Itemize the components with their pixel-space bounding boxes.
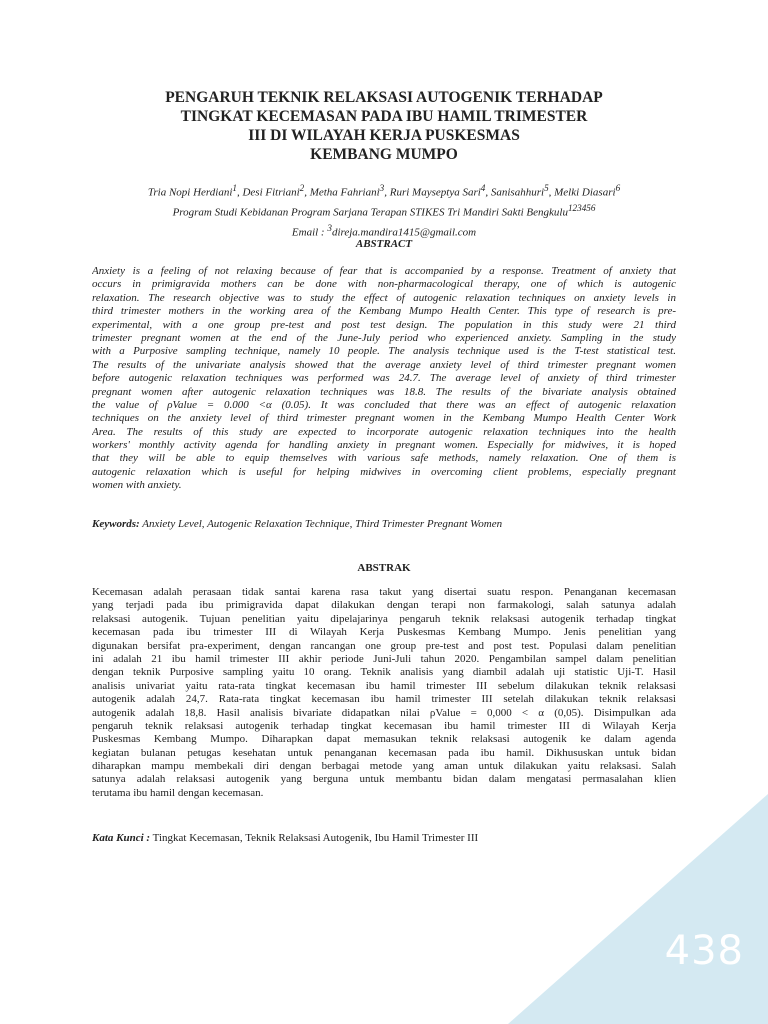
abstract-line: with a Purposive sampling technique, namely 10 people. The analysis technique used is the T-test statistical test.	[92, 345, 676, 358]
abstrak-heading: ABSTRAK	[357, 562, 411, 574]
author-sup: 4	[480, 183, 486, 193]
email-address[interactable]: direja.mandira1415@gmail.com	[331, 226, 477, 239]
affiliation-sup: 123456	[567, 203, 596, 214]
author-name: Desi Fitriani	[242, 186, 300, 199]
author-name: Metha Fahriani	[309, 186, 380, 199]
title-line: TINGKAT KECEMASAN PADA IBU HAMIL TRIMESTER	[180, 108, 588, 125]
abstract-line: trimester pregnant women at the end of the June-July period who experienced anxiety. Sampling in the study	[92, 331, 676, 344]
author-name: Melki Diasari	[554, 186, 616, 199]
abstrak-line: ini adalah 21 ibu hamil trimester III akhir periode Juni-Juli tahun 2020. Pengambilan sampel dalam penelitian	[92, 652, 676, 665]
email-sup: 3	[327, 223, 332, 234]
abstrak-line: Kecemasan adalah perasaan tidak santai karena rasa takut yang disertai suatu respon. Penanganan kecemasan	[92, 586, 676, 598]
abstrak-line: pengaruh teknik relaksasi autogenik terhadap tingkat kecemasan ibu hamil trimester III di Wilayah Kerja	[92, 719, 676, 732]
keywords-text: Anxiety Level, Autogenic Relaxation Technique, Third Trimester Pregnant Women	[139, 518, 503, 530]
abstract-line: the value of ρValue = 0.000 <α (0.05). It was concluded that there was an effect of autogenic relaxation	[92, 398, 676, 411]
abstract-line: third trimester mothers in the working area of the Kembang Mumpo Health Center. This type of research is pre-	[92, 305, 676, 318]
abstract-line: Area. The results of this study are expected to incorporate autogenic relaxation techniques into the health	[92, 425, 676, 438]
author-name: Tria Nopi Herdiani	[147, 186, 233, 199]
abstract-line: before autogenic relaxation techniques was performed was 24.7. The average level of anxiety of third trimester	[92, 372, 676, 385]
author-name: Sanisahhuri	[490, 186, 545, 199]
author-sup: 5	[544, 183, 549, 193]
abstrak-line: Puskesmas Kembang Mumpo. Diharapkan dapat memasukan teknik relaksasi autogenik ke dalam agenda	[92, 733, 676, 746]
author-sup: 1	[232, 183, 237, 193]
keywords-line	[92, 518, 502, 530]
corner-decoration	[508, 794, 768, 1024]
abstrak-line: dengan teknik Purposive sampling yaitu 10 orang. Teknik analisis yang diambil adalah uji statistic Uji-T. Hasil	[92, 666, 676, 679]
kata-kunci-label: Kata Kunci :	[92, 832, 151, 844]
abstrak-line: autogenik adalah 24,7. Rata-rata tingkat kecemasan ibu hamil trimester III setelah dilakukan teknik relaksasi	[92, 693, 676, 706]
title-line: KEMBANG MUMPO	[310, 146, 458, 163]
abstract-english	[92, 265, 676, 493]
abstract-line: workers' monthly activity agenda for handling anxiety in pregnant women. Especially for midwives, it is hoped	[92, 439, 676, 452]
abstrak-line: analisis univariat yaitu rata-rata tingkat kecemasan ibu hamil trimester III sebelum dilakukan teknik relaksasi	[92, 679, 676, 692]
author-sup: 3	[379, 183, 385, 193]
email-label: Email :	[291, 226, 328, 239]
abstrak-line: terutama ibu hamil dengan kecemasan.	[92, 786, 264, 799]
kata-kunci-line	[92, 832, 478, 844]
abstrak-line: kecemasan pada ibu trimester III di Wilayah Kerja Puskesmas Kembang Mumpo. Jenis penelitian yang	[92, 626, 676, 639]
affiliation-line	[60, 201, 708, 221]
abstract-line: that they will be able to equip themselves with various safe methods, namely relaxation. One of them is	[92, 452, 676, 465]
kata-kunci-text: Tingkat Kecemasan, Teknik Relaksasi Autogenik, Ibu Hamil Trimester III	[150, 832, 479, 844]
title-line: III DI WILAYAH KERJA PUSKESMAS	[248, 127, 520, 144]
abstrak-line: digunakan bersifat pra-experiment, dengan rancangan one group pre-test and post test. Populasi dalam penelitian	[92, 639, 676, 652]
abstrak-line: diharapkan mampu membekali diri dengan berbagai metode yang aman untuk dilakukan yaitu relaksasi. Salah	[92, 760, 676, 773]
abstract-line: relaxation. The research objective was to study the effect of autogenic relaxation techniques on anxiety levels in	[92, 291, 676, 304]
author-sup: 6	[615, 183, 621, 193]
abstract-line: autogenic relaxation which is useful for helping midwives in overcoming client problems, especially pregnant	[92, 465, 676, 478]
abstract-line: techniques on the anxiety level of third trimester pregnant women in the Kembang Mumpo Health Center Work	[92, 412, 676, 425]
abstrak-line: autogenik adalah 18,8. Hasil analisis bivariate didapatkan nilai ρValue = 0,000 < α (0,05). Disimpulkan ada	[92, 706, 676, 719]
author-sup: 2	[299, 183, 305, 193]
abstrak-line: relaksasi autogenik. Tujuan penelitian yaitu dipelajarinya pengaruh teknik relaksasi autogenik terhadap tingkat	[92, 612, 676, 625]
abstrak-line: satunya adalah relaksasi autogenik yang berguna untuk membantu bidan dalam mengatasi permasalahan klien	[92, 773, 676, 786]
author-name: Ruri Mayseptya Sari	[389, 186, 481, 199]
abstract-line: Anxiety is a feeling of not relaxing because of fear that is accompanied by a response. Treatment of anxiety that	[92, 265, 676, 277]
keywords-label: Keywords:	[92, 518, 140, 530]
page-number: 438	[664, 928, 744, 974]
paper-title	[80, 88, 688, 164]
abstract-line: experimental, with a one group pre-test and post test design. The population in this study were 21 third	[92, 318, 676, 331]
abstract-line: women with anxiety.	[92, 479, 182, 492]
author-block	[60, 181, 708, 241]
abstract-line: The results of the univariate analysis showed that the average anxiety level of third trimester pregnant women	[92, 358, 676, 371]
abstract-heading: ABSTRACT	[355, 238, 413, 250]
abstract-line: occurs in primigravida mothers can be done with non-pharmacological therapy, one of which is autogenic	[92, 278, 676, 291]
affiliation: Program Studi Kebidanan Program Sarjana Terapan STIKES Tri Mandiri Sakti Bengkulu	[172, 206, 568, 219]
abstract-line: pregnant women after autogenic relaxation techniques was 18.8. The results of the bivariate analysis obtained	[92, 385, 676, 398]
title-line: PENGARUH TEKNIK RELAKSASI AUTOGENIK TERHADAP	[165, 89, 603, 106]
abstract-indonesian	[92, 586, 676, 800]
author-list: Tria Nopi Herdiani$^1$, Desi Fitriani$^2$, Metha Fahriani$^3$, Ruri Mayseptya Sari$^4$, Sanisahhuri$^5$, Melki Diasari$^6$	[147, 183, 621, 199]
abstrak-line: yang terjadi pada ibu primigravida dapat dilakukan dengan terapi non farmakologi, salah satunya adalah	[92, 599, 676, 612]
abstrak-line: kegiatan bulanan petugas kesehatan untuk penanganan kecemasan pada ibu hamil. Dikhususkan untuk bidan	[92, 746, 676, 759]
